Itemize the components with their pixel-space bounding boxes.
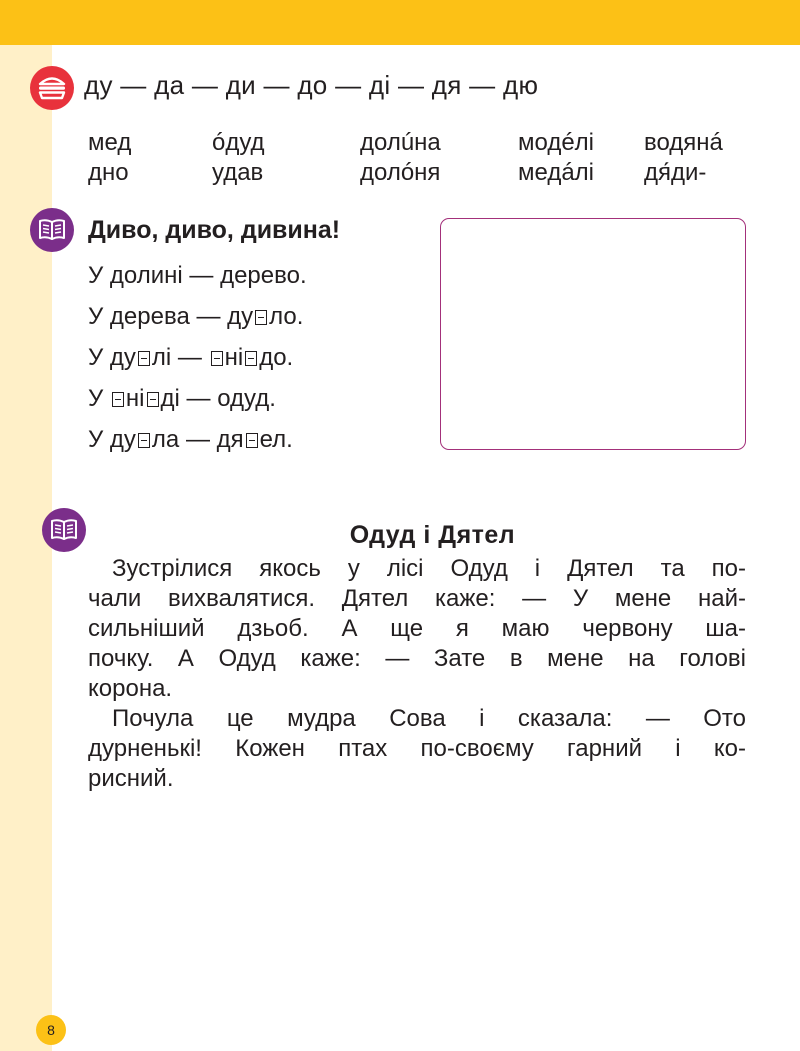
word-item: дя́ди- — [644, 159, 707, 186]
missing-letter-box — [112, 392, 124, 407]
word-item: удав — [212, 159, 264, 186]
story-text — [88, 554, 746, 794]
poem-text: ні — [125, 385, 145, 412]
poem-text: до. — [259, 344, 294, 371]
story-line: сильніший дзьоб. А ще я маю червону ша- — [88, 615, 746, 642]
poem — [88, 255, 307, 460]
poem-line — [88, 419, 307, 460]
poem-line — [88, 296, 307, 337]
story-line: почку. А Одуд каже: — Зате в мене на голові — [88, 645, 746, 672]
story-line: дурненькі! Кожен птах по-своєму гарний і ко- — [88, 735, 746, 762]
word-columns — [88, 128, 758, 188]
story-title: Одуд і Дятел — [349, 521, 516, 549]
word-item: óдуд — [212, 129, 265, 156]
poem-text: ні — [224, 344, 244, 371]
word-item: долúна — [360, 129, 441, 156]
missing-letter-box — [138, 433, 150, 448]
poem-line — [88, 255, 307, 296]
burger-icon — [30, 66, 74, 110]
poem-line — [88, 378, 307, 419]
story-line: Зустрілися якось у лісі Одуд і Дятел та по- — [112, 555, 746, 582]
word-row — [88, 158, 758, 188]
poem-text: ла — дя — [151, 426, 244, 453]
drawing-frame[interactable] — [440, 218, 746, 450]
poem-text: ло. — [269, 303, 304, 330]
poem-text: У долині — дерево. — [88, 262, 307, 289]
word-item: долóня — [360, 159, 441, 186]
word-item: модéлі — [518, 129, 595, 156]
word-row — [88, 128, 758, 158]
word-item: мед — [88, 129, 132, 156]
missing-letter-box — [211, 351, 223, 366]
page-number: 8 — [36, 1015, 66, 1045]
missing-letter-box — [255, 310, 267, 325]
poem-text: лі — — [151, 344, 209, 371]
story-line: Почула це мудра Сова і сказала: — Ото — [112, 705, 746, 732]
top-color-band — [0, 0, 800, 45]
story-line: рисний. — [88, 765, 174, 792]
poem-title: Диво, диво, дивина! — [88, 216, 341, 244]
poem-line — [88, 337, 307, 378]
story-line: чали вихвалятися. Дятел каже: — У мене най- — [88, 585, 746, 612]
missing-letter-box — [246, 433, 258, 448]
word-item: медáлі — [518, 159, 595, 186]
missing-letter-box — [138, 351, 150, 366]
missing-letter-box — [245, 351, 257, 366]
syllable-row: ду — да — ди — до — ді — дя — дю — [84, 70, 539, 100]
poem-text: У дерева — ду — [88, 303, 254, 330]
word-item: водянá — [644, 129, 723, 156]
missing-letter-box — [147, 392, 159, 407]
open-book-icon — [30, 208, 74, 252]
poem-text: ел. — [259, 426, 293, 453]
poem-text: У ду — [88, 426, 136, 453]
word-item: дно — [88, 159, 129, 186]
poem-text: У ду — [88, 344, 136, 371]
poem-text: У — [88, 385, 110, 412]
poem-text: ді — одуд. — [160, 385, 276, 412]
story-line: корона. — [88, 675, 173, 702]
